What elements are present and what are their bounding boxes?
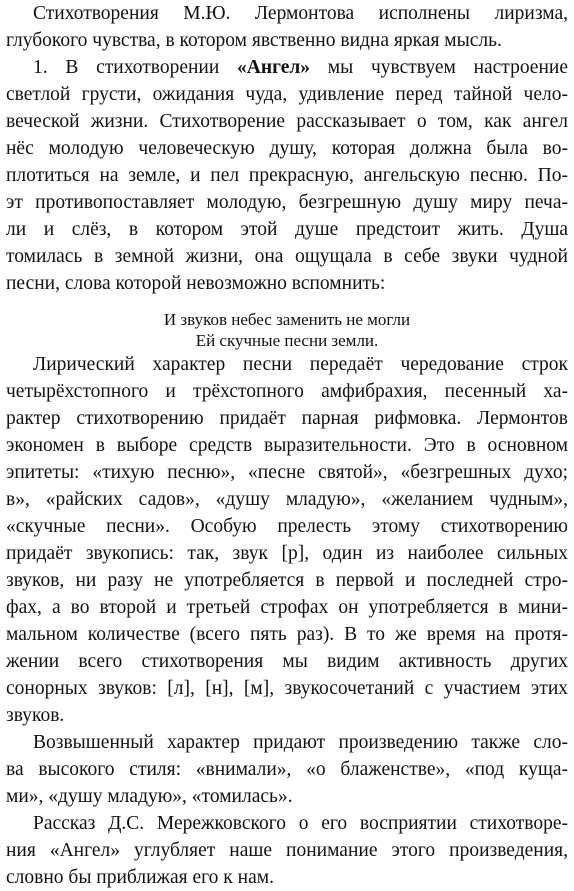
text-line: ния «Ангел» углубляет наше понимание этого произведения, <box>6 840 568 861</box>
spacer <box>6 297 568 309</box>
text-line: нёс молодую человеческую душу, которая должна была во- <box>6 138 568 159</box>
text-line: придаёт звукопись: так, звук [р], один из наиболее сильных <box>6 543 568 564</box>
text-line: Рассказ Д.С. Мережковского о его восприятии стихотворе- <box>33 813 568 834</box>
text-line: звуков, ни разу не употребляется в первой и последней стро- <box>6 570 568 591</box>
text-line: мальном количестве (всего пять раз). В то же время на протя- <box>6 624 568 645</box>
text-line: ли и слёз, в котором этой душе предстоит жить. Душа <box>6 219 568 240</box>
text-line: веческой жизни. Стихотворение рассказывает о том, как ангел <box>6 111 568 132</box>
text-line: фах, а во второй и третьей строфах он употребляется в мини- <box>6 597 568 618</box>
text-line: «скучные песни». Особую прелесть этому стихотворению <box>6 516 568 537</box>
paragraph-lyrical <box>6 351 568 729</box>
text-fragment: мы чувствуем настроение <box>310 57 568 78</box>
paragraph-high-style <box>6 729 568 810</box>
paragraph-merezhkovsky <box>6 810 568 891</box>
verse-quote <box>6 309 568 351</box>
text-line: Лирический характер песни передаёт чередование строк <box>33 354 568 375</box>
paragraph-angel <box>6 54 568 297</box>
text-line: экономен в выборе средств выразительности. Это в основном <box>6 435 568 456</box>
text-line: плотиться на земле, и пел прекрасную, ангельскую песню. По- <box>6 165 568 186</box>
text-line: жении всего стихотворения мы видим активность других <box>6 651 568 672</box>
text-line: сонорных звуков: [л], [н], [м], звукосочетаний с участием этих <box>6 678 568 699</box>
text-line: томилась в земной жизни, она ощущала в себе звуки чудной <box>6 246 568 267</box>
paragraph-intro <box>6 0 568 54</box>
text-line: Стихотворения М.Ю. Лермонтова исполнены лиризма, <box>33 3 568 24</box>
text-line <box>6 54 568 81</box>
text-line: словно бы приближая его к нам. <box>6 867 274 888</box>
text-line: песни, слова которой невозможно вспомнить: <box>6 273 386 294</box>
verse-line: Ей скучные песни земли. <box>195 331 379 350</box>
document-page <box>6 0 568 891</box>
text-line: эпитеты: «тихую песню», «песне святой», «безгрешных духо; <box>6 462 568 483</box>
text-line: ми», «душу младую», «томилась». <box>6 786 293 807</box>
text-line: четырёхстопного и трёхстопного амфибрахия, песенный ха- <box>6 381 568 402</box>
text-line: глубокого чувства, в котором явственно видна яркая мысль. <box>6 30 502 51</box>
text-line: Возвышенный характер придают произведению также сло- <box>33 732 568 753</box>
text-line: звуков. <box>6 705 65 726</box>
text-line: светлой грусти, ожидания чуда, удивление перед тайной чело- <box>6 84 568 105</box>
verse-line: И звуков небес заменить не могли <box>163 310 411 329</box>
text-line: ва высокого стиля: «внимали», «о блаженстве», «под куща- <box>6 759 568 780</box>
poem-title: «Ангел» <box>237 57 311 78</box>
text-line: эт противопоставляет молодую, безгрешную душу миру печа- <box>6 192 568 213</box>
text-line: в», «райских садов», «душу младую», «желанием чудным», <box>6 489 568 510</box>
text-line: рактер стихотворению придаёт парная рифмовка. Лермонтов <box>6 408 568 429</box>
text-fragment: 1. В стихотворении <box>33 57 238 78</box>
